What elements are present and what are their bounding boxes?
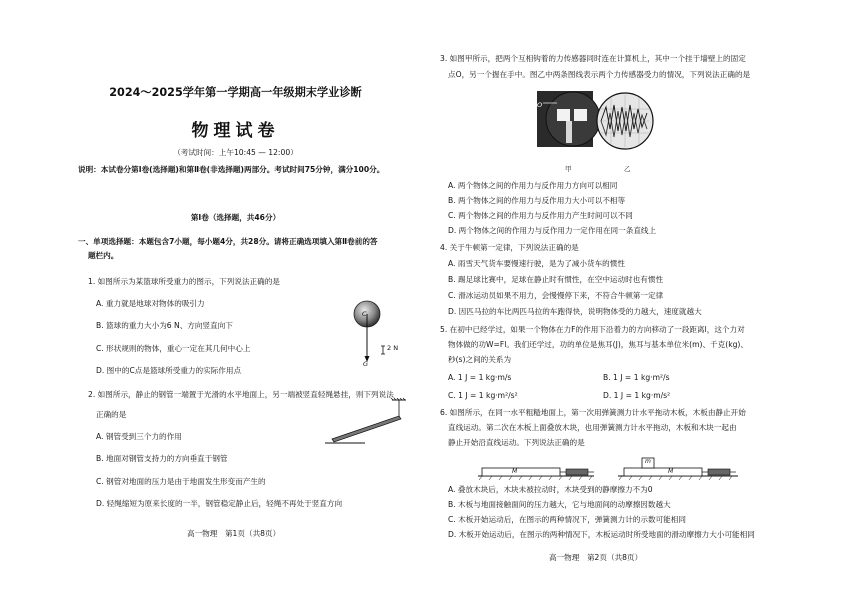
part1-heading-line2: 题栏内。 bbox=[88, 251, 119, 260]
q6-option-d: D. 木板开始运动后，在图示的两种情况下，木板运动时所受地面的滑动摩擦力大小可能相同 bbox=[448, 530, 755, 539]
right-footer: 高一物理 第2页（共8页） bbox=[549, 553, 643, 562]
q3-option-c: C. 两个物体之间的作用力与反作用力产生时间可以不同 bbox=[448, 211, 633, 220]
q5-option-d: D. 1 J = 1 kg·m/s² bbox=[603, 391, 671, 400]
force-sensor-figure bbox=[535, 83, 655, 163]
q4-option-b: B. 踢足球比赛中，足球在静止时有惯性，在空中运动时也有惯性 bbox=[448, 275, 664, 284]
q6-fig-label-small-m: m bbox=[645, 458, 651, 465]
q6-stem-line2: 直线运动。第二次在木板上面叠放木块，也用弹簧测力计水平拖动，木板和木块一起由 bbox=[448, 423, 737, 432]
q3-fig-label-yi: 乙 bbox=[624, 165, 631, 173]
section-title: 第Ⅰ卷（选择题，共46分） bbox=[190, 213, 281, 222]
q6-option-c: C. 木板开始运动后，在图示的两种情况下，弹簧测力计的示数可能相同 bbox=[448, 515, 686, 524]
q4-option-c: C. 滑冰运动员如果不用力，会慢慢停下来，不符合牛顿第一定律 bbox=[448, 291, 664, 300]
exam-title: 2024～2025学年第一学期高一年级期末学业诊断 bbox=[109, 86, 362, 99]
q1-option-d: D. 图中的C点是篮球所受重力的实际作用点 bbox=[96, 366, 242, 375]
q5-option-a: A. 1 J = 1 kg·m/s bbox=[448, 373, 512, 382]
part1-heading-line1: 一、单项选择题：本题包含7小题，每小题4分，共28分。请将正确选项填入第Ⅱ卷前的答 bbox=[78, 237, 378, 246]
left-footer: 高一物理 第1页（共8页） bbox=[187, 529, 281, 538]
q6-option-b: B. 木板与地面接触面间的压力越大，它与地面间的动摩擦因数越大 bbox=[448, 500, 671, 509]
q6-stem-line1: 6. 如图所示，在同一水平粗糙地面上，第一次用弹簧测力计水平拖动木板，木板由静止开始 bbox=[440, 408, 746, 417]
q1-option-b: B. 篮球的重力大小为6 N、方向竖直向下 bbox=[96, 321, 233, 330]
q6-fig-label-m2: M bbox=[668, 468, 674, 475]
q5-stem-line3: 秒(s)之间的关系为 bbox=[448, 355, 512, 364]
steel-pipe-figure bbox=[325, 398, 410, 448]
q2-stem-line2: 正确的是 bbox=[96, 410, 127, 419]
q2-option-b: B. 地面对钢管支持力的方向垂直于钢管 bbox=[96, 454, 228, 463]
q1-option-a: A. 重力就是地球对物体的吸引力 bbox=[96, 299, 205, 308]
main-title: 物理试卷 bbox=[191, 121, 280, 141]
q2-stem-line1: 2. 如图所示，静止的钢管一端置于光滑的水平地面上，另一端被竖直轻绳悬挂，则下列说法 bbox=[88, 390, 394, 399]
q1-fig-label-c: C bbox=[362, 310, 367, 318]
q5-stem-line2: 物体做的功W=Fl。我们还学过，功的单位是焦耳(J)，焦耳与基本单位米(m)、千克(kg)、 bbox=[448, 340, 748, 349]
q3-fig-label-jia: 甲 bbox=[565, 165, 572, 173]
q1-stem: 1. 如图所示为某篮球所受重力的图示，下列说法正确的是 bbox=[88, 277, 280, 286]
q5-option-c: C. 1 J = 1 kg·m²/s² bbox=[448, 391, 518, 400]
q3-option-a: A. 两个物体之间的作用力与反作用力方向可以相同 bbox=[448, 181, 618, 190]
q5-stem-line1: 5. 在初中已经学过，如果一个物体在力F的作用下沿着力的方向移动了一段距离l，这个力对 bbox=[440, 325, 745, 334]
q1-fig-scale: 2 N bbox=[387, 344, 399, 352]
q5-option-b: B. 1 J = 1 kg·m²/s bbox=[603, 373, 670, 382]
q2-option-d: D. 轻绳缩短为原来长度的一半，钢管稳定静止后，轻绳不再处于竖直方向 bbox=[96, 499, 343, 508]
q3-option-b: B. 两个物体之间的作用力与反作用力大小可以不相等 bbox=[448, 196, 626, 205]
q4-stem: 4. 关于牛顿第一定律，下列说法正确的是 bbox=[440, 243, 579, 252]
q6-stem-line3: 静止开始沿直线运动。下列说法正确的是 bbox=[448, 438, 585, 447]
instructions: 说明：本试卷分第Ⅰ卷(选择题)和第Ⅱ卷(非选择题)两部分。考试时间75分钟，满分100分。 bbox=[78, 165, 385, 174]
q1-fig-label-g: G bbox=[363, 360, 369, 368]
q3-stem-line2: 点O，另一个握在手中。图乙中两条图线表示两个力传感器受力的情况，下列说法正确的是 bbox=[448, 70, 751, 79]
q6-option-a: A. 叠放木块后，木块未被拉动时，木块受到的静摩擦力不为0 bbox=[448, 485, 653, 494]
q3-fig-label-o: O bbox=[537, 101, 543, 109]
basketball-gravity-figure bbox=[345, 298, 405, 373]
q1-option-c: C. 形状规则的物体，重心一定在其几何中心上 bbox=[96, 344, 251, 353]
q3-stem-line1: 3. 如图甲所示，把两个互相钩着的力传感器同时连在计算机上，其中一个挂于墙壁上的固定 bbox=[440, 54, 746, 63]
q4-option-a: A. 雨雪天气货车要慢速行驶，是为了减小货车的惯性 bbox=[448, 259, 625, 268]
q2-option-a: A. 钢管受到三个力的作用 bbox=[96, 432, 182, 441]
q3-option-d: D. 两个物体之间的作用力与反作用力一定作用在同一条直线上 bbox=[448, 226, 657, 235]
q2-option-c: C. 钢管对地面的压力是由于地面发生形变而产生的 bbox=[96, 477, 266, 486]
q4-option-d: D. 因匹马拉的车比两匹马拉的车跑得快，说明物体受的力越大，速度就越大 bbox=[448, 307, 702, 316]
exam-time: （考试时间：上午10:45 — 12:00） bbox=[173, 148, 298, 157]
q6-fig-label-m1: M bbox=[512, 468, 518, 475]
board-spring-scale-figure bbox=[478, 452, 740, 482]
